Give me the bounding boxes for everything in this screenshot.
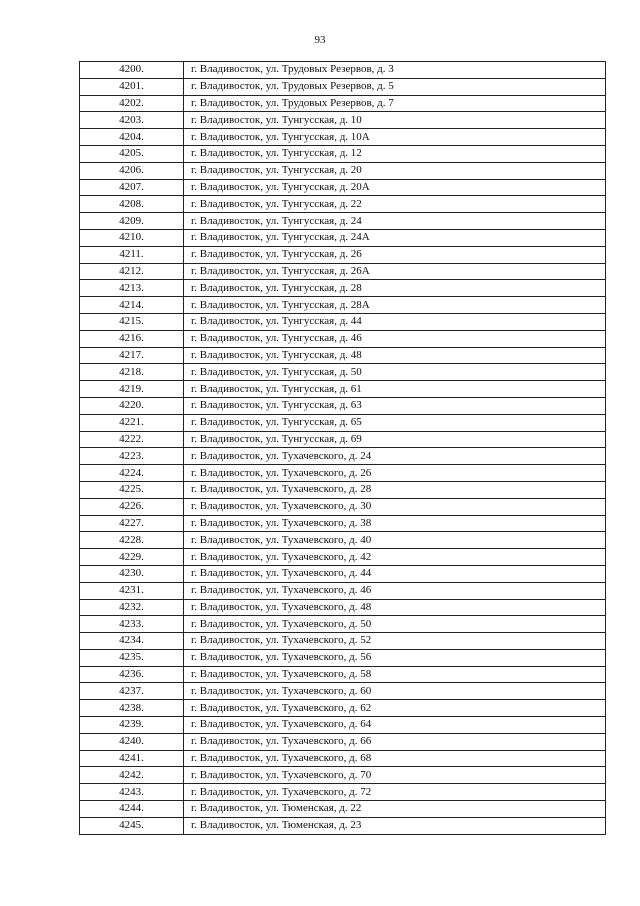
row-number-cell: 4207. [80,179,184,196]
table-row [80,213,606,230]
page-number: 93 [314,34,326,46]
address-cell: г. Владивосток, ул. Тунгусская, д. 20 [184,162,606,179]
table-row [80,448,606,465]
table-row [80,515,606,532]
table-row [80,616,606,633]
address-cell: г. Владивосток, ул. Тунгусская, д. 28 [184,280,606,297]
table-row [80,498,606,515]
address-cell: г. Владивосток, ул. Тунгусская, д. 24А [184,229,606,246]
table-row [80,145,606,162]
row-number-cell: 4209. [80,213,184,230]
table-row [80,565,606,582]
row-number-cell: 4208. [80,196,184,213]
address-cell: г. Владивосток, ул. Тухачевского, д. 64 [184,717,606,734]
table-row [80,733,606,750]
address-table [79,61,606,835]
address-cell: г. Владивосток, ул. Тухачевского, д. 42 [184,549,606,566]
row-number-cell: 4211. [80,246,184,263]
table-row [80,62,606,79]
table-body [80,62,606,835]
table-row [80,784,606,801]
address-cell: г. Владивосток, ул. Тунгусская, д. 46 [184,330,606,347]
row-number-cell: 4228. [80,532,184,549]
row-number-cell: 4238. [80,700,184,717]
row-number-cell: 4234. [80,633,184,650]
address-cell: г. Владивосток, ул. Тунгусская, д. 50 [184,364,606,381]
table-row [80,129,606,146]
address-cell: г. Владивосток, ул. Тунгусская, д. 10А [184,129,606,146]
address-cell: г. Владивосток, ул. Тунгусская, д. 20А [184,179,606,196]
row-number-cell: 4204. [80,129,184,146]
address-cell: г. Владивосток, ул. Тухачевского, д. 56 [184,649,606,666]
address-cell: г. Владивосток, ул. Тунгусская, д. 24 [184,213,606,230]
address-cell: г. Владивосток, ул. Трудовых Резервов, д. 3 [184,62,606,79]
row-number-cell: 4202. [80,95,184,112]
row-number-cell: 4217. [80,347,184,364]
address-cell: г. Владивосток, ул. Тунгусская, д. 10 [184,112,606,129]
table-row [80,481,606,498]
row-number-cell: 4237. [80,683,184,700]
table-row [80,582,606,599]
address-cell: г. Владивосток, ул. Тунгусская, д. 28А [184,297,606,314]
row-number-cell: 4233. [80,616,184,633]
table-row [80,666,606,683]
address-cell: г. Владивосток, ул. Тунгусская, д. 26 [184,246,606,263]
address-cell: г. Владивосток, ул. Тухачевского, д. 40 [184,532,606,549]
address-cell: г. Владивосток, ул. Трудовых Резервов, д. 7 [184,95,606,112]
table-row [80,381,606,398]
address-cell: г. Владивосток, ул. Тухачевского, д. 24 [184,448,606,465]
table-row [80,246,606,263]
row-number-cell: 4222. [80,431,184,448]
table-row [80,532,606,549]
address-cell: г. Владивосток, ул. Тухачевского, д. 38 [184,515,606,532]
address-cell: г. Владивосток, ул. Тухачевского, д. 68 [184,750,606,767]
row-number-cell: 4241. [80,750,184,767]
row-number-cell: 4243. [80,784,184,801]
row-number-cell: 4205. [80,145,184,162]
table-row [80,767,606,784]
table-row [80,633,606,650]
address-cell: г. Владивосток, ул. Тунгусская, д. 65 [184,414,606,431]
table-row [80,683,606,700]
address-cell: г. Владивосток, ул. Тюменская, д. 22 [184,801,606,818]
row-number-cell: 4210. [80,229,184,246]
row-number-cell: 4212. [80,263,184,280]
row-number-cell: 4239. [80,717,184,734]
row-number-cell: 4215. [80,313,184,330]
table-row [80,414,606,431]
address-cell: г. Владивосток, ул. Тухачевского, д. 46 [184,582,606,599]
address-cell: г. Владивосток, ул. Тухачевского, д. 26 [184,465,606,482]
address-cell: г. Владивосток, ул. Тухачевского, д. 48 [184,599,606,616]
table-row [80,78,606,95]
table-row [80,179,606,196]
address-cell: г. Владивосток, ул. Тунгусская, д. 12 [184,145,606,162]
table-row [80,229,606,246]
address-cell: г. Владивосток, ул. Тухачевского, д. 70 [184,767,606,784]
row-number-cell: 4229. [80,549,184,566]
address-cell: г. Владивосток, ул. Тунгусская, д. 26А [184,263,606,280]
address-cell: г. Владивосток, ул. Тухачевского, д. 60 [184,683,606,700]
table-row [80,280,606,297]
row-number-cell: 4240. [80,733,184,750]
row-number-cell: 4219. [80,381,184,398]
row-number-cell: 4218. [80,364,184,381]
address-cell: г. Владивосток, ул. Тухачевского, д. 62 [184,700,606,717]
row-number-cell: 4225. [80,481,184,498]
row-number-cell: 4232. [80,599,184,616]
row-number-cell: 4203. [80,112,184,129]
table-row [80,599,606,616]
row-number-cell: 4235. [80,649,184,666]
table-row [80,649,606,666]
table-row [80,95,606,112]
table-row [80,817,606,834]
row-number-cell: 4244. [80,801,184,818]
table-row [80,465,606,482]
address-cell: г. Владивосток, ул. Тухачевского, д. 66 [184,733,606,750]
row-number-cell: 4230. [80,565,184,582]
row-number-cell: 4216. [80,330,184,347]
row-number-cell: 4245. [80,817,184,834]
table-row [80,347,606,364]
address-cell: г. Владивосток, ул. Тухачевского, д. 72 [184,784,606,801]
address-cell: г. Владивосток, ул. Тухачевского, д. 30 [184,498,606,515]
address-cell: г. Владивосток, ул. Тухачевского, д. 52 [184,633,606,650]
address-cell: г. Владивосток, ул. Трудовых Резервов, д. 5 [184,78,606,95]
table-row [80,313,606,330]
row-number-cell: 4200. [80,62,184,79]
table-row [80,297,606,314]
table-row [80,162,606,179]
address-cell: г. Владивосток, ул. Тунгусская, д. 48 [184,347,606,364]
address-cell: г. Владивосток, ул. Тюменская, д. 23 [184,817,606,834]
address-cell: г. Владивосток, ул. Тунгусская, д. 44 [184,313,606,330]
table-row [80,196,606,213]
table-row [80,397,606,414]
row-number-cell: 4213. [80,280,184,297]
row-number-cell: 4236. [80,666,184,683]
address-cell: г. Владивосток, ул. Тунгусская, д. 63 [184,397,606,414]
table-row [80,801,606,818]
row-number-cell: 4214. [80,297,184,314]
table-row [80,112,606,129]
table-row [80,750,606,767]
table-row [80,330,606,347]
row-number-cell: 4206. [80,162,184,179]
row-number-cell: 4220. [80,397,184,414]
address-cell: г. Владивосток, ул. Тунгусская, д. 69 [184,431,606,448]
row-number-cell: 4201. [80,78,184,95]
table-row [80,549,606,566]
row-number-cell: 4223. [80,448,184,465]
table-row [80,431,606,448]
row-number-cell: 4221. [80,414,184,431]
address-cell: г. Владивосток, ул. Тунгусская, д. 61 [184,381,606,398]
table-row [80,364,606,381]
row-number-cell: 4224. [80,465,184,482]
address-cell: г. Владивосток, ул. Тухачевского, д. 44 [184,565,606,582]
row-number-cell: 4242. [80,767,184,784]
address-cell: г. Владивосток, ул. Тунгусская, д. 22 [184,196,606,213]
address-cell: г. Владивосток, ул. Тухачевского, д. 28 [184,481,606,498]
address-cell: г. Владивосток, ул. Тухачевского, д. 58 [184,666,606,683]
table-row [80,263,606,280]
row-number-cell: 4227. [80,515,184,532]
address-cell: г. Владивосток, ул. Тухачевского, д. 50 [184,616,606,633]
table-row [80,717,606,734]
row-number-cell: 4226. [80,498,184,515]
table-row [80,700,606,717]
row-number-cell: 4231. [80,582,184,599]
